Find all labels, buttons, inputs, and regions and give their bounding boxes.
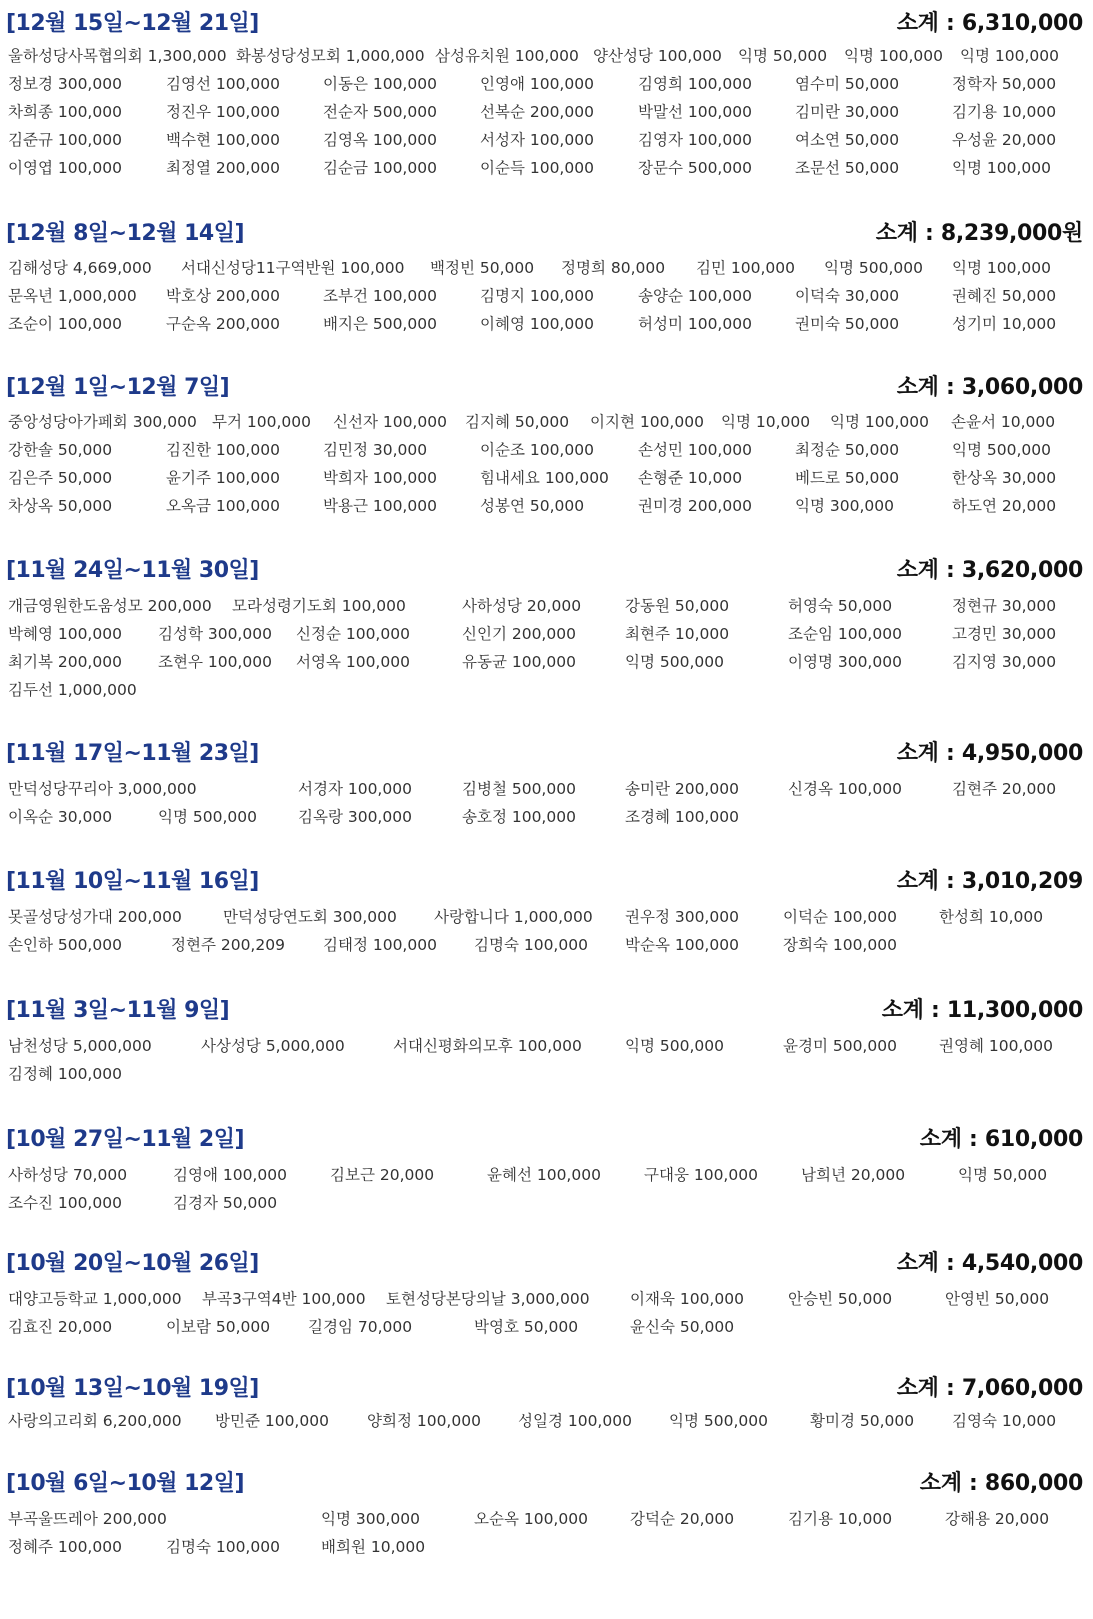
donor-entry: 익명 100,000	[952, 159, 1051, 177]
donor-entry: 익명 100,000	[952, 259, 1051, 277]
donor-entry: 중앙성당아가페회 300,000	[8, 413, 197, 431]
donor-entry: 최정열 200,000	[166, 159, 280, 177]
donor-entry: 정현규 30,000	[952, 597, 1057, 615]
donor-entry: 한상옥 30,000	[952, 469, 1057, 487]
donor-entry: 이영명 300,000	[788, 653, 902, 671]
donor-entry: 차상옥 50,000	[8, 497, 113, 515]
donor-entry: 안영빈 50,000	[945, 1290, 1050, 1308]
week-range-heading: [12월 8일~12월 14일]	[6, 221, 245, 246]
week-range-heading: [12월 1일~12월 7일]	[6, 375, 230, 400]
donor-entry: 손형준 10,000	[638, 469, 743, 487]
donor-entry: 정현주 200,209	[171, 936, 285, 954]
donor-entry: 오옥금 100,000	[166, 497, 280, 515]
week-subtotal: 소계 : 3,010,209	[896, 869, 1083, 894]
donor-entry: 서영옥 100,000	[296, 653, 410, 671]
donor-entry: 손윤서 10,000	[951, 413, 1056, 431]
donor-entry: 박용근 100,000	[323, 497, 437, 515]
donor-entry: 김기용 10,000	[952, 103, 1057, 121]
donor-entry: 익명 500,000	[669, 1412, 768, 1430]
donor-entry: 대양고등학교 1,000,000	[8, 1290, 182, 1308]
donor-entry: 이순조 100,000	[480, 441, 594, 459]
week-range-heading: [11월 24일~11월 30일]	[6, 558, 259, 583]
donor-entry: 강덕순 20,000	[630, 1510, 735, 1528]
donor-entry: 김영자 100,000	[638, 131, 752, 149]
donor-entry: 권우정 300,000	[625, 908, 739, 926]
donor-entry: 배지은 500,000	[323, 315, 437, 333]
donor-entry: 허성미 100,000	[638, 315, 752, 333]
week-subtotal: 소계 : 610,000	[919, 1127, 1083, 1152]
donor-entry: 사상성당 5,000,000	[201, 1037, 345, 1055]
donor-entry: 모라성령기도회 100,000	[232, 597, 406, 615]
donor-entry: 이혜영 100,000	[480, 315, 594, 333]
donor-entry: 남천성당 5,000,000	[8, 1037, 152, 1055]
donor-entry: 못골성당성가대 200,000	[8, 908, 182, 926]
donor-entry: 백정빈 50,000	[430, 259, 535, 277]
donor-entry: 조순이 100,000	[8, 315, 122, 333]
donor-entry: 익명 500,000	[158, 808, 257, 826]
donor-entry: 김병철 500,000	[462, 780, 576, 798]
donor-entry: 부곡3구역4반 100,000	[202, 1290, 366, 1308]
donor-entry: 사랑의고리회 6,200,000	[8, 1412, 182, 1430]
donor-entry: 우성윤 20,000	[952, 131, 1057, 149]
donor-entry: 김지혜 50,000	[465, 413, 570, 431]
donor-entry: 김영희 100,000	[638, 75, 752, 93]
donor-entry: 힘내세요 100,000	[480, 469, 609, 487]
week-subtotal: 소계 : 11,300,000	[881, 998, 1083, 1023]
donor-entry: 정진우 100,000	[166, 103, 280, 121]
donor-entry: 송호정 100,000	[462, 808, 576, 826]
donor-entry: 배희원 10,000	[321, 1538, 426, 1556]
donor-entry: 황미경 50,000	[810, 1412, 915, 1430]
donor-entry: 익명 500,000	[625, 1037, 724, 1055]
donor-entry: 토현성당본당의날 3,000,000	[386, 1290, 590, 1308]
week-range-heading: [11월 17일~11월 23일]	[6, 741, 259, 766]
donor-entry: 강한솔 50,000	[8, 441, 113, 459]
week-subtotal: 소계 : 4,540,000	[896, 1251, 1083, 1276]
donor-entry: 김영옥 100,000	[323, 131, 437, 149]
donor-entry: 이보람 50,000	[166, 1318, 271, 1336]
donor-entry: 김정혜 100,000	[8, 1065, 122, 1083]
donor-entry: 화봉성당성모회 1,000,000	[236, 47, 425, 65]
donor-entry: 김경자 50,000	[173, 1194, 278, 1212]
donor-entry: 최현주 10,000	[625, 625, 730, 643]
donor-entry: 김보근 20,000	[330, 1166, 435, 1184]
donor-entry: 조현우 100,000	[158, 653, 272, 671]
donor-entry: 백수현 100,000	[166, 131, 280, 149]
donor-entry: 권미경 200,000	[638, 497, 752, 515]
donor-entry: 권영혜 100,000	[939, 1037, 1053, 1055]
donor-entry: 김성학 300,000	[158, 625, 272, 643]
donor-entry: 베드로 50,000	[795, 469, 900, 487]
donor-entry: 익명 500,000	[952, 441, 1051, 459]
donor-entry: 이동은 100,000	[323, 75, 437, 93]
week-range-heading: [12월 15일~12월 21일]	[6, 11, 259, 36]
donor-entry: 허영숙 50,000	[788, 597, 893, 615]
week-range-heading: [10월 6일~10월 12일]	[6, 1471, 245, 1496]
donor-entry: 만덕성당연도회 300,000	[223, 908, 397, 926]
donor-entry: 박호상 200,000	[166, 287, 280, 305]
donor-entry: 오순옥 100,000	[474, 1510, 588, 1528]
donor-entry: 고경민 30,000	[952, 625, 1057, 643]
donor-entry: 조순임 100,000	[788, 625, 902, 643]
donor-entry: 김명숙 100,000	[474, 936, 588, 954]
week-subtotal: 소계 : 3,060,000	[896, 375, 1083, 400]
donor-entry: 강동원 50,000	[625, 597, 730, 615]
week-subtotal: 소계 : 4,950,000	[896, 741, 1083, 766]
donor-entry: 양산성당 100,000	[593, 47, 722, 65]
donor-entry: 익명 300,000	[321, 1510, 420, 1528]
donor-entry: 김미란 30,000	[795, 103, 900, 121]
donor-entry: 익명 100,000	[844, 47, 943, 65]
donor-entry: 송미란 200,000	[625, 780, 739, 798]
donor-entry: 익명 300,000	[795, 497, 894, 515]
donor-entry: 윤신숙 50,000	[630, 1318, 735, 1336]
donor-entry: 서성자 100,000	[480, 131, 594, 149]
donor-entry: 무거 100,000	[212, 413, 311, 431]
donor-entry: 구순옥 200,000	[166, 315, 280, 333]
donor-entry: 익명 50,000	[738, 47, 828, 65]
donor-entry: 사하성당 20,000	[462, 597, 582, 615]
donor-entry: 부곡울뜨레아 200,000	[8, 1510, 167, 1528]
donor-entry: 익명 100,000	[830, 413, 929, 431]
donor-entry: 김기용 10,000	[788, 1510, 893, 1528]
donor-entry: 하도연 20,000	[952, 497, 1057, 515]
donor-entry: 권혜진 50,000	[952, 287, 1057, 305]
donor-entry: 염수미 50,000	[795, 75, 900, 93]
donor-entry: 이덕순 100,000	[783, 908, 897, 926]
donor-entry: 문옥년 1,000,000	[8, 287, 137, 305]
donor-entry: 김진한 100,000	[166, 441, 280, 459]
donor-entry: 안승빈 50,000	[788, 1290, 893, 1308]
donor-entry: 최정순 50,000	[795, 441, 900, 459]
donor-entry: 박영호 50,000	[474, 1318, 579, 1336]
week-range-heading: [11월 10일~11월 16일]	[6, 869, 259, 894]
donor-entry: 인영애 100,000	[480, 75, 594, 93]
donor-entry: 윤경미 500,000	[783, 1037, 897, 1055]
donor-entry: 김순금 100,000	[323, 159, 437, 177]
donor-entry: 정명희 80,000	[561, 259, 666, 277]
donor-entry: 익명 500,000	[824, 259, 923, 277]
donor-entry: 서대신성당11구역반원 100,000	[181, 259, 405, 277]
donor-entry: 윤기주 100,000	[166, 469, 280, 487]
donor-entry: 성봉연 50,000	[480, 497, 585, 515]
donor-entry: 박희자 100,000	[323, 469, 437, 487]
week-range-heading: [10월 20일~10월 26일]	[6, 1251, 259, 1276]
donor-entry: 이순득 100,000	[480, 159, 594, 177]
donor-entry: 김지영 30,000	[952, 653, 1057, 671]
donor-entry: 김민정 30,000	[323, 441, 428, 459]
donor-entry: 이옥순 30,000	[8, 808, 113, 826]
week-subtotal: 소계 : 6,310,000	[896, 11, 1083, 36]
donor-entry: 박순옥 100,000	[625, 936, 739, 954]
donor-entry: 조부건 100,000	[323, 287, 437, 305]
donor-entry: 김해성당 4,669,000	[8, 259, 152, 277]
donor-entry: 익명 500,000	[625, 653, 724, 671]
donor-entry: 이재욱 100,000	[630, 1290, 744, 1308]
donor-entry: 이덕숙 30,000	[795, 287, 900, 305]
donor-entry: 전순자 500,000	[323, 103, 437, 121]
donor-entry: 신인기 200,000	[462, 625, 576, 643]
donor-entry: 성일경 100,000	[518, 1412, 632, 1430]
donor-entry: 정학자 50,000	[952, 75, 1057, 93]
donor-entry: 선복순 200,000	[480, 103, 594, 121]
week-range-heading: [10월 13일~10월 19일]	[6, 1376, 259, 1401]
week-range-heading: [11월 3일~11월 9일]	[6, 998, 230, 1023]
donor-entry: 김현주 20,000	[952, 780, 1057, 798]
donor-entry: 김준규 100,000	[8, 131, 122, 149]
donor-entry: 손성민 100,000	[638, 441, 752, 459]
donor-entry: 한성희 10,000	[939, 908, 1044, 926]
donor-entry: 김명숙 100,000	[166, 1538, 280, 1556]
donor-entry: 삼성유치원 100,000	[435, 47, 579, 65]
week-subtotal: 소계 : 860,000	[919, 1471, 1083, 1496]
donor-entry: 유동균 100,000	[462, 653, 576, 671]
donor-entry: 김영숙 10,000	[952, 1412, 1057, 1430]
donor-entry: 서대신평화의모후 100,000	[393, 1037, 582, 1055]
donor-entry: 신정순 100,000	[296, 625, 410, 643]
donor-entry: 장희숙 100,000	[783, 936, 897, 954]
donor-entry: 손인하 500,000	[8, 936, 122, 954]
donor-entry: 김은주 50,000	[8, 469, 113, 487]
donor-entry: 장문수 500,000	[638, 159, 752, 177]
donor-entry: 김두선 1,000,000	[8, 681, 137, 699]
donor-entry: 김명지 100,000	[480, 287, 594, 305]
donor-entry: 방민준 100,000	[215, 1412, 329, 1430]
donor-entry: 조문선 50,000	[795, 159, 900, 177]
donor-entry: 만덕성당꾸리아 3,000,000	[8, 780, 197, 798]
donor-entry: 여소연 50,000	[795, 131, 900, 149]
donor-entry: 성기미 10,000	[952, 315, 1057, 333]
week-subtotal: 소계 : 7,060,000	[896, 1376, 1083, 1401]
donor-entry: 신선자 100,000	[333, 413, 447, 431]
donor-entry: 김효진 20,000	[8, 1318, 113, 1336]
donor-entry: 서경자 100,000	[298, 780, 412, 798]
donor-entry: 김옥랑 300,000	[298, 808, 412, 826]
donor-entry: 이영엽 100,000	[8, 159, 122, 177]
donor-entry: 길경임 70,000	[308, 1318, 413, 1336]
donor-entry: 차희종 100,000	[8, 103, 122, 121]
donor-entry: 양희정 100,000	[367, 1412, 481, 1430]
donor-entry: 개금영원한도움성모 200,000	[8, 597, 212, 615]
week-subtotal: 소계 : 3,620,000	[896, 558, 1083, 583]
donor-entry: 김영애 100,000	[173, 1166, 287, 1184]
donor-entry: 박말선 100,000	[638, 103, 752, 121]
donor-entry: 구대웅 100,000	[644, 1166, 758, 1184]
donor-entry: 김영선 100,000	[166, 75, 280, 93]
donor-entry: 정보경 300,000	[8, 75, 122, 93]
donor-entry: 조수진 100,000	[8, 1194, 122, 1212]
donor-entry: 최기복 200,000	[8, 653, 122, 671]
donor-entry: 조경혜 100,000	[625, 808, 739, 826]
donor-entry: 익명 100,000	[960, 47, 1059, 65]
donor-entry: 사랑합니다 1,000,000	[434, 908, 593, 926]
week-subtotal: 소계 : 8,239,000원	[875, 221, 1083, 246]
donor-entry: 김민 100,000	[696, 259, 795, 277]
week-range-heading: [10월 27일~11월 2일]	[6, 1127, 245, 1152]
donor-entry: 울하성당사목협의회 1,300,000	[8, 47, 227, 65]
donor-entry: 익명 50,000	[958, 1166, 1048, 1184]
donor-entry: 권미숙 50,000	[795, 315, 900, 333]
donor-entry: 이지현 100,000	[590, 413, 704, 431]
donor-entry: 정혜주 100,000	[8, 1538, 122, 1556]
donor-entry: 남희년 20,000	[801, 1166, 906, 1184]
donor-entry: 신경옥 100,000	[788, 780, 902, 798]
donor-entry: 사하성당 70,000	[8, 1166, 128, 1184]
donor-entry: 윤혜선 100,000	[487, 1166, 601, 1184]
donor-entry: 강해용 20,000	[945, 1510, 1050, 1528]
donor-entry: 박혜영 100,000	[8, 625, 122, 643]
donor-entry: 송양순 100,000	[638, 287, 752, 305]
donor-entry: 김태정 100,000	[323, 936, 437, 954]
donor-entry: 익명 10,000	[721, 413, 811, 431]
